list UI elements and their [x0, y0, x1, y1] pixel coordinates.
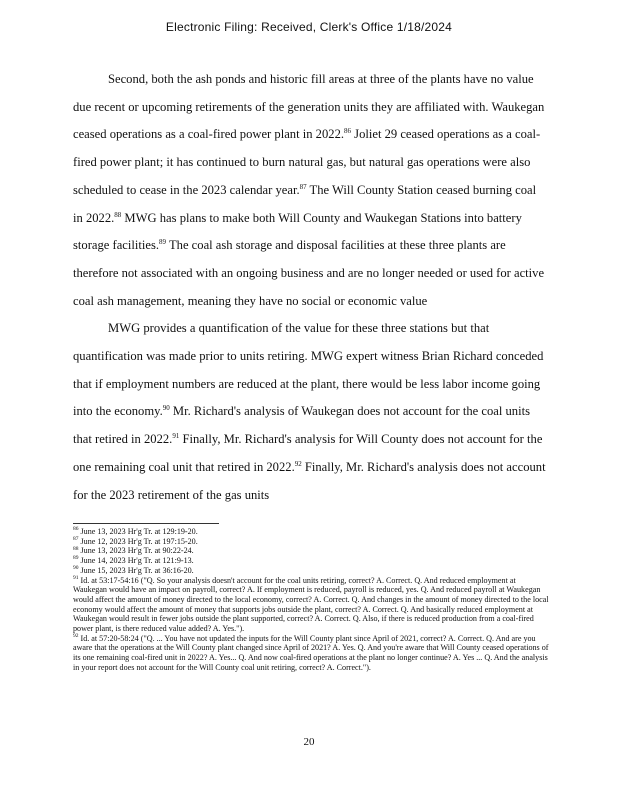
footnote-number: 87: [73, 536, 79, 543]
footnote: [73, 556, 551, 566]
footnote-text: June 14, 2023 Hr'g Tr. at 121:9-13.: [80, 556, 194, 566]
footnote-ref: 86: [344, 127, 352, 136]
footnote-number: 92: [73, 633, 79, 640]
footnote: [73, 546, 551, 556]
paragraph-text: Second, both the ash ponds and historic fill areas at three of the plants have no value due recent or upcoming retirements of the generation units they are affiliated with. Waukegan ceased operations as a coal-fired power plant in 2022.: [73, 72, 545, 142]
footnote-number: 86: [73, 526, 79, 533]
page-number: 20: [303, 736, 315, 748]
paragraph-text: The coal ash storage and disposal facilities at these three plants are therefore not associated with an ongoing business and are no longer needed or used for active coal ash management, meaning they have no social or economic value: [73, 238, 545, 308]
paragraph-mwg-quantification: [73, 315, 549, 509]
paragraph-text: Finally, Mr. Richard's analysis for Will County does not account for the one remaining coal unit that retired in 2022.: [73, 432, 543, 474]
footnote-text: Id. at 53:17-54:16 ("Q. So your analysis doesn't account for the coal units retiring, correct? A. Correct. Q. And reduced employment at Waukegan would have an impact on payroll, correct? A. If employment is reduced, payroll is reduced, yes. Q. And reduced payroll at Waukegan would affect the amount of money directed to the local economy, correct? A. Correct. Q. And changes in the amount of money directed to the local economy would affect the amount of money that supports jobs outside the plant, correct? A. Correct. Q. And basically reduced employment at Waukegan would result in fewer jobs outside the plant supported, correct? A. Correct. Q. Also, if there is reduced production from a coal-fired power plant, is there reduced value added? A. Yes.").: [73, 575, 549, 634]
footnote-text: June 12, 2023 Hr'g Tr. at 197:15-20.: [80, 536, 198, 546]
footnote-ref: 92: [294, 459, 302, 468]
paragraph-text: MWG provides a quantification of the value for these three stations but that quantification was made prior to units retiring. MWG expert witness Brian Richard conceded that if employment numbers are reduced at the plant, there would be less labor income going into the economy.: [73, 321, 544, 419]
footnote-ref: 90: [162, 404, 170, 413]
footnote-number: 91: [73, 574, 79, 581]
footnote-text: June 15, 2023 Hr'g Tr. at 36:16-20.: [80, 565, 194, 575]
paragraph-ash-ponds: [73, 66, 549, 315]
footnote: [73, 537, 551, 547]
footnote: [73, 634, 551, 673]
paragraph-text: The Will County Station ceased burning coal in 2022.: [73, 182, 537, 225]
footnote: [73, 576, 551, 634]
body-text: [73, 66, 549, 509]
footnote-number: 89: [73, 555, 79, 562]
footnote-ref: 91: [172, 431, 180, 440]
footnote-ref: 88: [114, 210, 122, 219]
footnotes: [73, 527, 551, 673]
paragraph-text: Finally, Mr. Richard's analysis does not account for the 2023 retirement of the gas units: [73, 459, 546, 502]
footnote-text: Id. at 57:20-58:24 ("Q. ... You have not updated the inputs for the Will County plant since April of 2021, correct? A. Correct. Q. And are you aware that the operations at the Will County plant changed since April of 2021? A. Yes. Q. And you're aware that Will County ceased operations of its one remaining coal-fired unit in 2022? A. Yes... Q. And now coal-fired operations at the plant no longer continue? A. Yes ... Q. And the analysis in your report does not account for the Will County coal unit retiring, correct? A. Correct.").: [73, 633, 549, 672]
footnote: [73, 566, 551, 576]
footnote-text: June 13, 2023 Hr'g Tr. at 90:22-24.: [80, 546, 194, 556]
footnote-ref: 87: [299, 182, 307, 191]
footnote: [73, 527, 551, 537]
footnote-number: 90: [73, 565, 79, 572]
footnote-ref: 89: [159, 238, 167, 247]
paragraph-text: Joliet 29 ceased operations as a coal-fired power plant; it has continued to burn natural gas, but natural gas operations were also scheduled to cease in the 2023 calendar year.: [73, 127, 541, 197]
footnote-divider: [73, 523, 219, 524]
footnote-text: June 13, 2023 Hr'g Tr. at 129:19-20.: [80, 527, 198, 536]
paragraph-text: Mr. Richard's analysis of Waukegan does not account for the coal units that retired in 2022.: [73, 404, 530, 447]
filing-header: Electronic Filing: Received, Clerk's Office 1/18/2024: [165, 20, 453, 34]
paragraph-text: MWG has plans to make both Will County and Waukegan Stations into battery storage facilities.: [73, 210, 522, 253]
footnote-number: 88: [73, 545, 79, 552]
